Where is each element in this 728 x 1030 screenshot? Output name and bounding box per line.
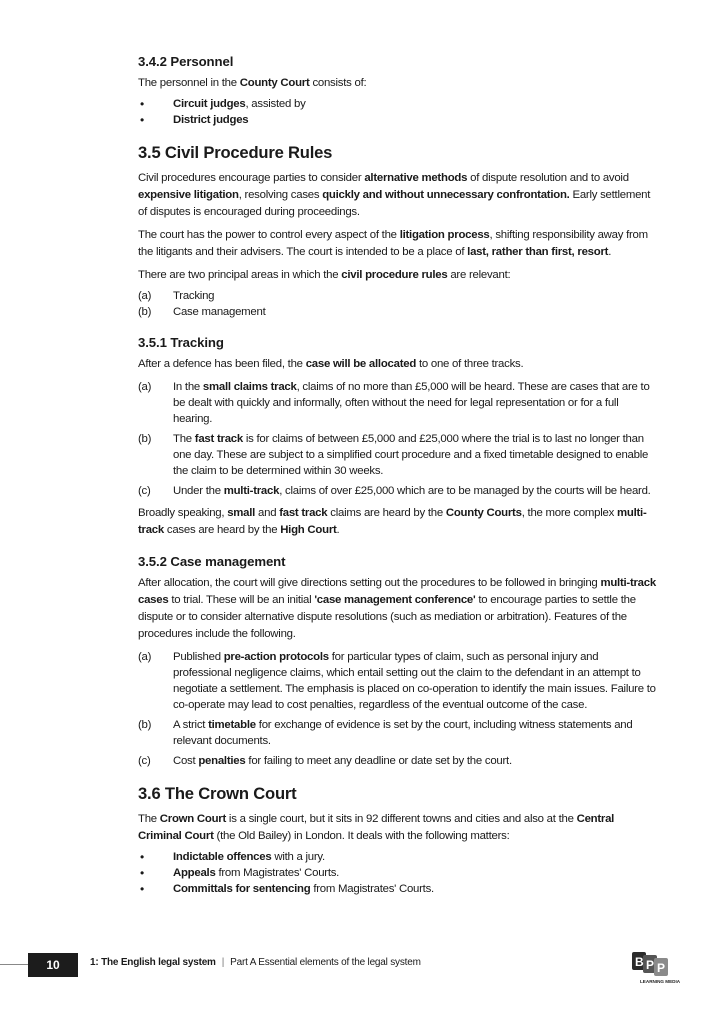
paragraph-tracking-summary: Broadly speaking, small and fast track claims are heard by the County Courts, the more complex multi-track cases are heard by the High Court. — [138, 507, 647, 536]
heading-personnel: 3.4.2 Personnel — [138, 54, 234, 69]
paragraph-cpr-intro: Civil procedures encourage parties to consider alternative methods of dispute resolution and to avoid expensive litigation, resolving cases quickly and without unnecessary confrontation. Early settlement of disputes is encouraged during proceedings. — [138, 172, 651, 218]
footer-separator: | — [221, 957, 225, 968]
footer-part: Part A Essential elements of the legal system — [230, 957, 421, 968]
footer-rule — [0, 964, 28, 965]
list-item: • Appeals from Magistrates' Courts. — [140, 866, 340, 880]
list-item: (c) Under the multi-track, claims of over £25,000 which are to be managed by the courts will be heard. — [138, 485, 651, 497]
list-item: (c) Cost penalties for failing to meet any deadline or date set by the court. — [138, 755, 512, 767]
list-item: (a) Published pre-action protocols for particular types of claim, such as personal injury and professional negligence claims, which entail setting out the claim to the defendant in an attempt to negotiate a settlement. The emphasis is placed on co-operation to identify the main issues. Failure to co-operate may lead to cost penalties, regardless of the eventual outcome of the case. — [138, 651, 656, 711]
list-item: (a) In the small claims track, claims of no more than £5,000 will be heard. These are cases that are to be dealt with quickly and informally, often without the need for legal representation or for a full hearing. — [138, 381, 650, 425]
bullet-icon: • — [140, 113, 144, 127]
list-item: • Committals for sentencing from Magistrates' Courts. — [140, 882, 434, 896]
bullet-icon: • — [140, 850, 144, 864]
heading-tracking: 3.5.1 Tracking — [138, 335, 224, 350]
bullet-icon: • — [140, 97, 144, 111]
list-item: • Indictable offences with a jury. — [140, 850, 325, 864]
list-item: (b) A strict timetable for exchange of evidence is set by the court, including witness statements and relevant documents. — [138, 719, 633, 747]
svg-text:P: P — [657, 961, 666, 975]
list-item: (b) The fast track is for claims of between £5,000 and £25,000 where the trial is to last no longer than one day. These are subject to a simplified court procedure and a fixed timetable designed to enable the claim to be determined within 30 weeks. — [138, 433, 649, 477]
list-item: • District judges — [140, 113, 249, 127]
bullet-icon: • — [140, 866, 144, 880]
list-item: (b) Case management — [138, 306, 266, 318]
page-number: 10 — [28, 953, 78, 977]
list-item: (a) Tracking — [138, 290, 215, 302]
svg-text:LEARNING MEDIA: LEARNING MEDIA — [640, 979, 681, 984]
page-content — [138, 53, 658, 897]
paragraph-principal-areas: There are two principal areas in which the civil procedure rules are relevant: — [138, 269, 511, 281]
paragraph-personnel-intro: The personnel in the County Court consists of: — [138, 77, 367, 89]
paragraph-case-management-intro: After allocation, the court will give directions setting out the procedures to be followed in bringing multi-track cases to trial. These will be an initial 'case management conference' to encourage parties to settle the dispute or to consider alternative dispute resolutions (such as mediation or arbitration). Features of the procedures include the following. — [138, 577, 656, 640]
heading-case-management: 3.5.2 Case management — [138, 554, 286, 569]
bpp-logo-icon — [624, 946, 684, 986]
heading-civil-procedure-rules: 3.5 Civil Procedure Rules — [138, 143, 333, 162]
heading-crown-court: 3.6 The Crown Court — [138, 784, 297, 803]
paragraph-tracking-intro: After a defence has been filed, the case will be allocated to one of three tracks. — [138, 358, 524, 370]
paragraph-court-power: The court has the power to control every aspect of the litigation process, shifting responsibility away from the litigants and their advisers. The court is intended to be a place of last, rather than first, resort. — [138, 229, 648, 258]
svg-text:B: B — [635, 955, 644, 969]
list-item: • Circuit judges, assisted by — [140, 97, 306, 111]
paragraph-crown-court-intro: The Crown Court is a single court, but it sits in 92 different towns and cities and also at the Central Criminal Court (the Old Bailey) in London. It deals with the following matters: — [138, 813, 615, 842]
running-footer — [90, 957, 421, 968]
svg-text:P: P — [646, 958, 655, 972]
footer-chapter: 1: The English legal system — [90, 957, 216, 968]
bullet-icon: • — [140, 882, 144, 896]
